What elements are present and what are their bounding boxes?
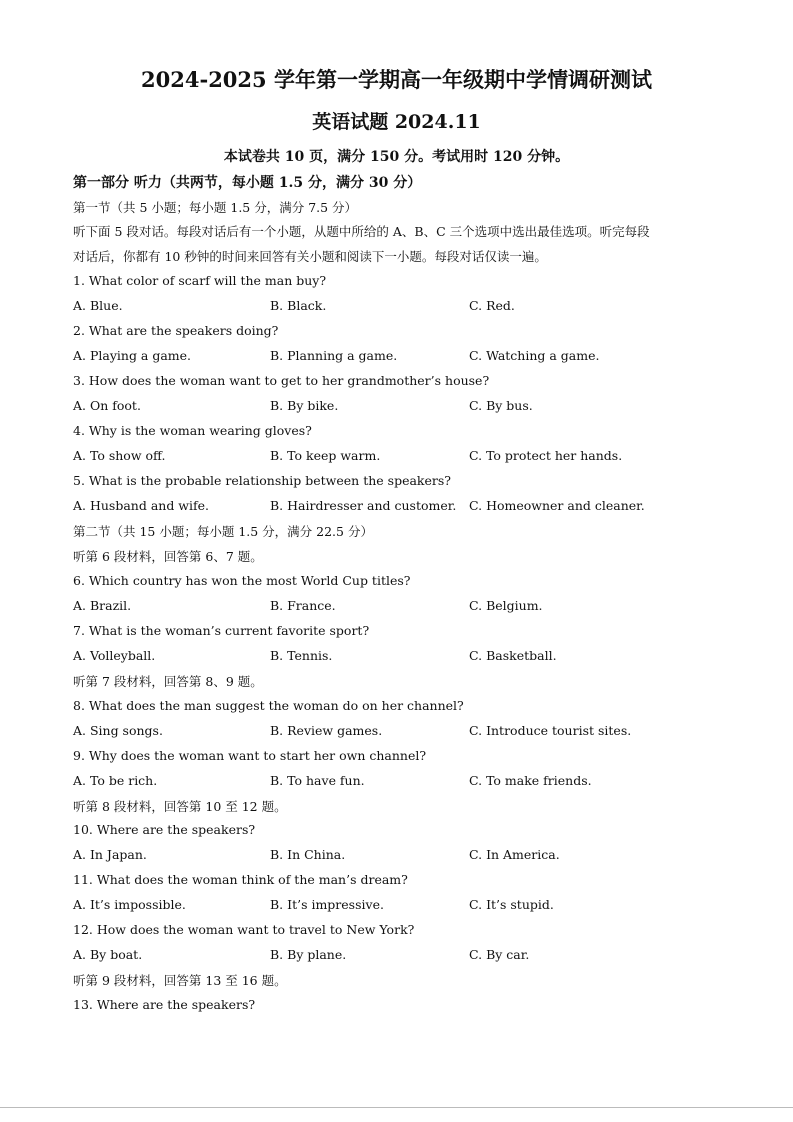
option-b: B. By plane. bbox=[270, 947, 347, 962]
question-text: 1. What color of scarf will the man buy? bbox=[73, 273, 327, 288]
listening-note: 听第 8 段材料，回答第 10 至 12 题。 bbox=[73, 799, 287, 814]
option-a: A. Sing songs. bbox=[73, 723, 163, 738]
option-c: C. Red. bbox=[469, 298, 515, 313]
question-text: 12. How does the woman want to travel to New York? bbox=[73, 922, 415, 937]
option-a: A. Volleyball. bbox=[73, 648, 156, 663]
option-a: A. Husband and wife. bbox=[73, 498, 209, 513]
option-a: A. On foot. bbox=[73, 398, 141, 413]
option-b: B. In China. bbox=[270, 847, 346, 862]
listening-note: 听第 9 段材料，回答第 13 至 16 题。 bbox=[73, 973, 287, 988]
option-c: C. Basketball. bbox=[469, 648, 557, 663]
option-b: B. It’s impressive. bbox=[270, 897, 384, 912]
option-a: A. By boat. bbox=[73, 947, 143, 962]
question-text: 4. Why is the woman wearing gloves? bbox=[73, 423, 312, 438]
option-c: C. To protect her hands. bbox=[469, 448, 623, 463]
section1-instruction: 对话后，你都有 10 秒钟的时间来回答有关小题和阅读下一小题。每段对话仅读一遍。 bbox=[73, 249, 547, 264]
option-b: B. Planning a game. bbox=[270, 348, 398, 363]
option-c: C. By bus. bbox=[469, 398, 533, 413]
exam-title: 2024-2025 学年第一学期高一年级期中学情调研测试 bbox=[141, 67, 652, 92]
question-text: 3. How does the woman want to get to her grandmother’s house? bbox=[73, 373, 490, 388]
option-c: C. It’s stupid. bbox=[469, 897, 554, 912]
option-a: A. Playing a game. bbox=[73, 348, 192, 363]
option-b: B. To keep warm. bbox=[270, 448, 381, 463]
option-a: A. To show off. bbox=[73, 448, 166, 463]
page-bottom-divider bbox=[0, 1107, 793, 1108]
option-c: C. In America. bbox=[469, 847, 560, 862]
option-a: A. In Japan. bbox=[73, 847, 147, 862]
option-b: B. Tennis. bbox=[270, 648, 333, 663]
option-c: C. To make friends. bbox=[469, 773, 592, 788]
question-text: 2. What are the speakers doing? bbox=[73, 323, 279, 338]
option-a: A. To be rich. bbox=[73, 773, 158, 788]
section1-instruction: 听下面 5 段对话。每段对话后有一个小题，从题中所给的 A、B、C 三个选项中选出最佳选项。听完每段 bbox=[73, 224, 650, 239]
option-b: B. Hairdresser and customer. bbox=[270, 498, 457, 513]
option-c: C. Belgium. bbox=[469, 598, 543, 613]
option-c: C. By car. bbox=[469, 947, 530, 962]
option-b: B. France. bbox=[270, 598, 336, 613]
option-a: A. Brazil. bbox=[73, 598, 132, 613]
question-text: 13. Where are the speakers? bbox=[73, 997, 256, 1012]
part1-heading: 第一部分 听力（共两节，每小题 1.5 分，满分 30 分） bbox=[73, 175, 422, 191]
option-c: C. Watching a game. bbox=[469, 348, 600, 363]
question-text: 6. Which country has won the most World Cup titles? bbox=[73, 573, 411, 588]
option-b: B. Black. bbox=[270, 298, 327, 313]
question-text: 11. What does the woman think of the man’s dream? bbox=[73, 872, 408, 887]
question-text: 7. What is the woman’s current favorite sport? bbox=[73, 623, 370, 638]
option-a: A. Blue. bbox=[73, 298, 123, 313]
question-text: 10. Where are the speakers? bbox=[73, 822, 256, 837]
question-text: 5. What is the probable relationship between the speakers? bbox=[73, 473, 451, 488]
option-b: B. Review games. bbox=[270, 723, 383, 738]
option-a: A. It’s impossible. bbox=[73, 897, 186, 912]
exam-info: 本试卷共 10 页，满分 150 分。考试用时 120 分钟。 bbox=[223, 149, 570, 165]
listening-note: 听第 6 段材料，回答第 6、7 题。 bbox=[73, 549, 263, 564]
option-b: B. By bike. bbox=[270, 398, 339, 413]
question-text: 8. What does the man suggest the woman do on her channel? bbox=[73, 698, 464, 713]
option-c: C. Homeowner and cleaner. bbox=[469, 498, 645, 513]
option-c: C. Introduce tourist sites. bbox=[469, 723, 632, 738]
listening-note: 听第 7 段材料，回答第 8、9 题。 bbox=[73, 674, 263, 689]
question-text: 9. Why does the woman want to start her own channel? bbox=[73, 748, 427, 763]
exam-subtitle: 英语试题 2024.11 bbox=[312, 111, 481, 133]
option-b: B. To have fun. bbox=[270, 773, 365, 788]
section1-heading: 第一节（共 5 小题；每小题 1.5 分，满分 7.5 分） bbox=[73, 200, 358, 215]
section2-heading: 第二节（共 15 小题；每小题 1.5 分，满分 22.5 分） bbox=[73, 524, 373, 539]
